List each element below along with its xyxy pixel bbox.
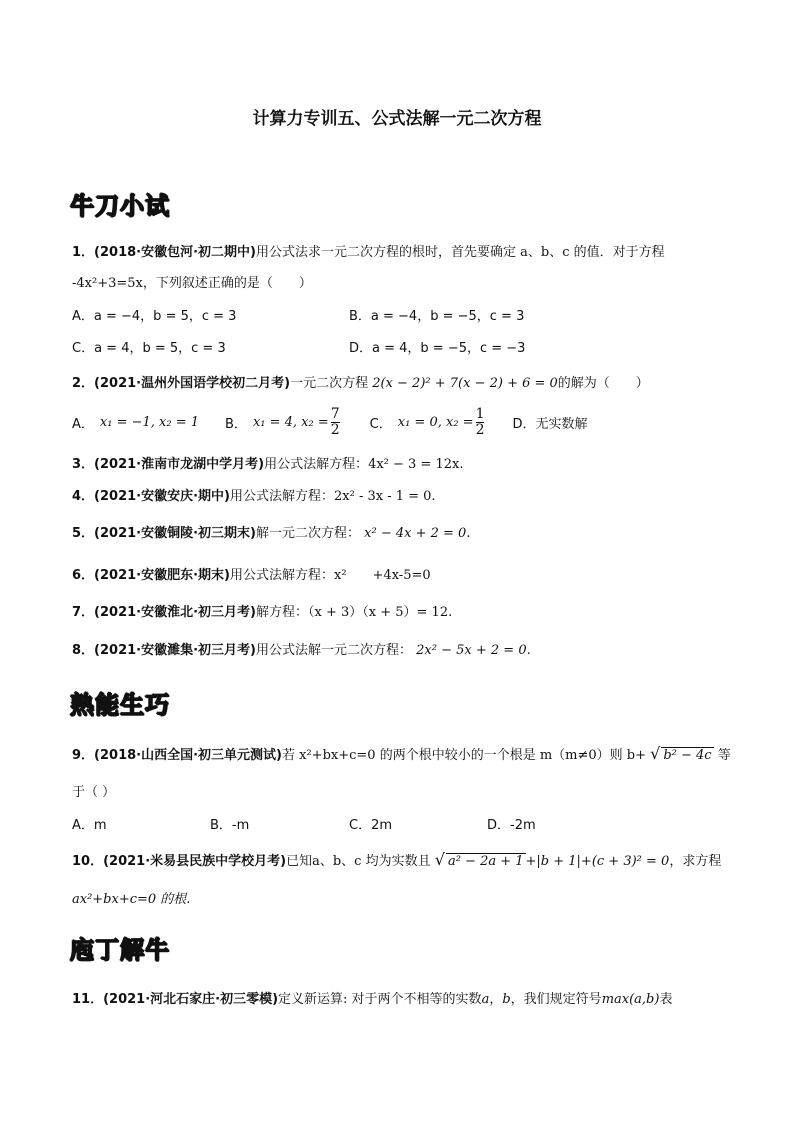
question-text: 解一元二次方程：	[256, 526, 361, 541]
question-tail: .	[526, 643, 531, 658]
question-source: (2021·安徽濉集·初三月考)	[94, 643, 256, 658]
question-source: (2021·河北石家庄·初三零模)	[103, 992, 279, 1007]
question-text: 已知a、b、c 均为实数且	[286, 854, 431, 869]
question-number: 5．	[72, 526, 95, 541]
question-source: (2021·温州外国语学校初二月考)	[94, 376, 291, 391]
option-b: B．-m	[210, 818, 250, 833]
option-d: D．-2m	[487, 818, 536, 833]
question-number: 9．	[72, 748, 95, 763]
option-b-label: B．	[225, 416, 247, 432]
question-6	[72, 564, 431, 583]
question-number: 2．	[72, 376, 95, 391]
sqrt-icon: √	[650, 744, 661, 763]
option-d: D．a = 4，b = −5，c = −3	[349, 341, 526, 356]
question-text: 用公式法解方程：4x² − 3 = 12x.	[264, 457, 464, 472]
question-10-line2: ax²+bx+c=0 的根.	[72, 892, 191, 907]
question-1-line2: -4x²+3=5x，下列叙述正确的是（ ）	[72, 276, 312, 291]
section-heading-2: 熟能生巧	[70, 691, 170, 719]
question-10	[72, 850, 721, 869]
fraction-denominator: 2	[475, 421, 485, 438]
variable-b: b	[502, 992, 511, 1007]
question-1	[72, 241, 665, 260]
question-3	[72, 453, 463, 472]
question-number: 1．	[72, 245, 95, 260]
max-function: max(a,b)	[601, 992, 660, 1007]
option-c: x₁ = 0, x₂ =	[397, 414, 474, 430]
option-b: x₁ = 4, x₂ =	[252, 414, 329, 430]
option-b: B．a = −4，b = −5，c = 3	[349, 309, 525, 324]
equation: +|b + 1|+(c + 3)² = 0	[525, 854, 670, 869]
question-text: 用公式法求一元二次方程的根时，首先要确定 a、b、c 的值．对于方程	[256, 245, 665, 260]
equation: x² − 4x + 2 = 0	[364, 526, 467, 541]
question-source: (2021·安徽安庆·期中)	[94, 489, 230, 504]
question-tail: ，求方程	[669, 854, 722, 869]
question-9-line2: 于（ ）	[72, 785, 116, 800]
question-4	[72, 485, 436, 504]
question-8	[72, 639, 531, 658]
fraction-denominator: 2	[330, 421, 340, 438]
fraction-numerator: 1	[475, 405, 485, 422]
question-7	[72, 601, 452, 620]
option-d: D．无实数解	[512, 416, 588, 432]
radicand: a² − 2a + 1	[447, 854, 524, 869]
question-11	[72, 988, 672, 1007]
question-5	[72, 522, 470, 541]
radicand: b² − 4c	[663, 748, 712, 763]
equation: 2(x − 2)² + 7(x − 2) + 6 = 0	[372, 376, 558, 391]
option-c-label: C．	[369, 416, 392, 432]
question-text: 若 x²+bx+c=0 的两个根中较小的一个根是 m（m≠0）则 b+	[282, 748, 646, 763]
question-text-mid: ，我们规定符号	[510, 992, 602, 1007]
question-text: 定义新运算: 对于两个不相等的实数	[278, 992, 482, 1007]
question-source: (2018·山西全国·初三单元测试)	[94, 748, 282, 763]
question-source: (2021·安徽肥东·期末)	[94, 568, 230, 583]
question-source: (2021·安徽铜陵·初三期末)	[94, 526, 256, 541]
question-source: (2021·淮南市龙湖中学月考)	[94, 457, 265, 472]
question-text: 用公式法解一元二次方程：	[256, 643, 413, 658]
sqrt-icon: √	[434, 850, 445, 869]
fraction	[331, 407, 340, 437]
option-c: C．2m	[349, 818, 393, 833]
question-source: (2021·米易县民族中学校月考)	[103, 854, 287, 869]
option-a: A．a = −4，b = 5，c = 3	[72, 309, 237, 324]
question-number: 8．	[72, 643, 95, 658]
option-a: A．m	[72, 818, 107, 833]
question-text: 一元二次方程	[290, 376, 369, 391]
question-number: 4．	[72, 489, 95, 504]
section-heading-1: 牛刀小试	[70, 192, 170, 220]
option-a: x₁ = −1, x₂ = 1	[99, 414, 200, 430]
question-tail: 的解为（ ）	[557, 376, 649, 391]
page-title: 计算力专训五、公式法解一元二次方程	[252, 109, 542, 129]
fraction-numerator: 7	[330, 405, 340, 422]
option-c: C．a = 4，b = 5，c = 3	[72, 341, 226, 356]
question-number: 6．	[72, 568, 95, 583]
question-9	[72, 744, 731, 763]
fraction	[476, 407, 485, 437]
question-text: 解方程：（x + 3）（x + 5）= 12.	[256, 605, 453, 620]
question-text: 用公式法解方程：x² +4x-5=0	[230, 568, 431, 583]
question-2	[72, 372, 649, 391]
question-number: 3．	[72, 457, 95, 472]
question-tail: 等	[717, 748, 731, 763]
question-number: 11．	[72, 992, 104, 1007]
question-source: (2018·安徽包河·初二期中)	[94, 245, 256, 260]
question-tail: .	[466, 526, 471, 541]
question-number: 10．	[72, 854, 104, 869]
option-a-label: A．	[72, 416, 94, 432]
question-number: 7．	[72, 605, 95, 620]
equation: 2x² − 5x + 2 = 0	[416, 643, 527, 658]
separator: ，	[489, 992, 503, 1007]
section-heading-3: 庖丁解牛	[70, 936, 170, 964]
variable-a: a	[481, 992, 490, 1007]
question-2-options	[72, 402, 588, 442]
question-source: (2021·安徽淮北·初三月考)	[94, 605, 256, 620]
question-text: 用公式法解方程：2x² - 3x - 1 = 0.	[230, 489, 436, 504]
question-tail: 表	[659, 992, 673, 1007]
